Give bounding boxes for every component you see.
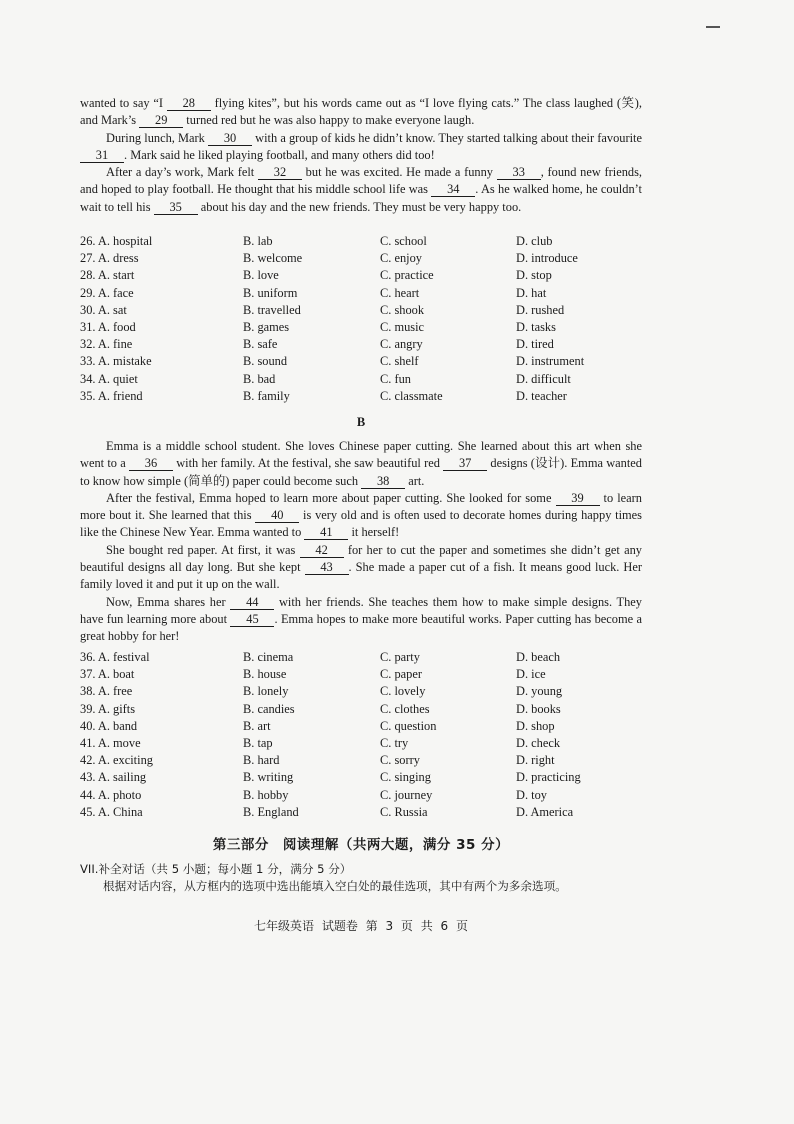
option-b: B. tap bbox=[243, 735, 273, 750]
blank-34: 34 bbox=[431, 183, 475, 197]
option-b: B. travelled bbox=[243, 302, 301, 317]
paragraph-text: but he was excited. He made a funny bbox=[301, 165, 497, 180]
option-c: C. fun bbox=[380, 371, 411, 386]
option-c: C. angry bbox=[380, 337, 423, 352]
corner-mark bbox=[706, 26, 720, 28]
question-row bbox=[80, 735, 680, 752]
paragraph-text: , found new friends, and hoped to play football. He thought that his middle school life was bbox=[80, 165, 642, 197]
question-row bbox=[80, 666, 680, 683]
option-b: B. England bbox=[243, 804, 299, 819]
blank-32: 32 bbox=[258, 166, 302, 180]
blank-39: 39 bbox=[556, 492, 600, 506]
question-row bbox=[80, 319, 680, 336]
blank-37: 37 bbox=[443, 457, 487, 471]
option-b: B. bad bbox=[243, 371, 276, 386]
option-d: D. America bbox=[516, 804, 574, 819]
option-d: D. young bbox=[516, 684, 563, 699]
option-c: C. school bbox=[380, 234, 427, 248]
option-b: B. writing bbox=[243, 770, 294, 785]
question-row bbox=[80, 649, 680, 666]
question-row bbox=[80, 683, 680, 700]
question-row bbox=[80, 371, 680, 388]
option-d: D. ice bbox=[516, 667, 546, 682]
option-a: 34. A. quiet bbox=[80, 371, 138, 386]
option-a: 44. A. photo bbox=[80, 787, 142, 802]
paragraph-text: . She made a paper cut of a fish. It means good luck. Her family loved it and put it up on the wall. bbox=[80, 560, 643, 592]
option-b: B. lab bbox=[243, 234, 273, 248]
option-c: C. try bbox=[380, 735, 409, 750]
question-row bbox=[80, 233, 680, 250]
option-d: D. tired bbox=[516, 337, 554, 352]
question-row bbox=[80, 769, 680, 786]
question-row bbox=[80, 787, 680, 804]
question-row bbox=[80, 353, 680, 370]
section-vii-title: VII.补全对话（共 5 小题；每小题 1 分，满分 5 分） bbox=[80, 862, 352, 876]
option-a: 30. A. sat bbox=[80, 302, 127, 317]
option-b: B. art bbox=[243, 718, 271, 733]
option-c: C. lovely bbox=[380, 684, 426, 699]
paragraph-text: After the festival, Emma hoped to learn more about paper cutting. She looked for some bbox=[106, 490, 556, 505]
paragraph bbox=[80, 594, 642, 646]
paragraph-text: wanted to say “I bbox=[80, 96, 167, 110]
blank-30: 30 bbox=[208, 132, 252, 146]
option-a: 45. A. China bbox=[80, 804, 143, 819]
option-b: B. safe bbox=[243, 337, 278, 352]
paragraph-text: turned red but he was also happy to make everyone laugh. bbox=[183, 113, 475, 128]
blank-28: 28 bbox=[167, 97, 211, 111]
option-a: 38. A. free bbox=[80, 684, 133, 699]
option-a: 28. A. start bbox=[80, 268, 135, 283]
option-a: 43. A. sailing bbox=[80, 770, 147, 785]
paragraph-text: to learn more bout it. She learned that this bbox=[80, 490, 642, 523]
option-b: B. uniform bbox=[243, 285, 298, 300]
option-d: D. beach bbox=[516, 650, 561, 664]
question-row bbox=[80, 388, 680, 405]
paragraph-text: with her friends. She teaches them how to make simple designs. They have fun learning more about bbox=[80, 594, 643, 626]
option-c: C. sorry bbox=[380, 753, 420, 768]
question-row bbox=[80, 718, 680, 735]
paragraph-text: with a group of kids he didn’t know. They started talking about their favourite bbox=[252, 130, 642, 145]
option-b: B. love bbox=[243, 268, 279, 283]
option-c: C. question bbox=[380, 718, 437, 733]
options-b bbox=[80, 649, 680, 821]
paragraph-text: Emma is a middle school student. She loves Chinese paper cutting. She learned about this art when she went to a bbox=[80, 439, 642, 471]
paragraph-text: is very old and is often used to decorate homes during happy times like the Chinese New Year. Emma wanted to bbox=[80, 508, 642, 540]
paragraph-text: Now, Emma shares her bbox=[106, 594, 231, 609]
option-d: D. stop bbox=[516, 268, 552, 283]
blank-36: 36 bbox=[129, 457, 173, 471]
option-b: B. cinema bbox=[243, 650, 294, 664]
page-footer: 七年级英语 试题卷 第 3 页 共 6 页 bbox=[254, 919, 468, 933]
option-d: D. check bbox=[516, 735, 561, 750]
question-row bbox=[80, 752, 680, 769]
question-row bbox=[80, 302, 680, 319]
paragraph-text: designs (设计). Emma wanted to know how simple (简单的) paper could become such bbox=[80, 456, 642, 488]
blank-41: 41 bbox=[304, 526, 348, 540]
paragraph bbox=[80, 438, 642, 490]
option-c: C. classmate bbox=[380, 388, 443, 403]
option-d: D. hat bbox=[516, 285, 547, 300]
passage-a bbox=[80, 95, 642, 216]
blank-35: 35 bbox=[154, 201, 198, 215]
blank-31: 31 bbox=[80, 149, 124, 163]
option-d: D. tasks bbox=[516, 319, 556, 334]
blank-44: 44 bbox=[230, 596, 274, 610]
paragraph-text: flying kites”, but his words came out as “I love flying cats.” The class laughed (笑), and Mark’s bbox=[80, 96, 642, 128]
option-a: 39. A. gifts bbox=[80, 701, 136, 716]
question-row bbox=[80, 285, 680, 302]
option-a: 41. A. move bbox=[80, 735, 141, 750]
option-d: D. club bbox=[516, 234, 553, 248]
paragraph bbox=[80, 490, 642, 542]
option-a: 36. A. festival bbox=[80, 650, 150, 664]
part-three-title: 第三部分 阅读理解（共两大题，满分 35 分） bbox=[212, 837, 510, 853]
option-d: D. practicing bbox=[516, 770, 581, 785]
blank-29: 29 bbox=[139, 114, 183, 128]
option-b: B. games bbox=[243, 319, 290, 334]
paragraph-text: for her to cut the paper and sometimes she didn’t get any beautiful designs all day long. But she kept bbox=[80, 542, 642, 575]
section-b-letter: B bbox=[356, 415, 366, 429]
option-d: D. right bbox=[516, 753, 555, 768]
blank-40: 40 bbox=[255, 509, 299, 523]
option-c: C. enjoy bbox=[380, 251, 422, 266]
option-c: C. music bbox=[380, 319, 425, 334]
option-c: C. shelf bbox=[380, 354, 419, 369]
paragraph-text: with her family. At the festival, she saw beautiful red bbox=[172, 456, 444, 471]
paragraph bbox=[80, 164, 642, 216]
option-a: 40. A. band bbox=[80, 718, 138, 733]
option-a: 29. A. face bbox=[80, 285, 134, 300]
option-b: B. candies bbox=[243, 701, 295, 716]
option-b: B. family bbox=[243, 388, 290, 403]
option-d: D. difficult bbox=[516, 371, 571, 386]
option-d: D. rushed bbox=[516, 302, 565, 317]
option-d: D. instrument bbox=[516, 354, 585, 369]
option-c: C. journey bbox=[380, 787, 433, 802]
option-d: D. toy bbox=[516, 787, 547, 802]
option-c: C. paper bbox=[380, 667, 422, 682]
option-d: D. introduce bbox=[516, 251, 578, 266]
paragraph bbox=[80, 542, 642, 594]
paragraph-text: . Mark said he liked playing football, and many others did too! bbox=[124, 147, 435, 162]
option-a: 32. A. fine bbox=[80, 337, 133, 352]
option-c: C. shook bbox=[380, 302, 425, 317]
paragraph-text: She bought red paper. At first, it was bbox=[106, 542, 300, 557]
paragraph-text: it herself! bbox=[348, 525, 400, 540]
paragraph-text: . As he walked home, he couldn’t wait to tell his bbox=[80, 182, 642, 214]
option-a: 37. A. boat bbox=[80, 667, 135, 682]
option-a: 26. A. hospital bbox=[80, 234, 153, 248]
question-row bbox=[80, 336, 680, 353]
option-c: C. singing bbox=[380, 770, 431, 785]
option-b: B. welcome bbox=[243, 251, 303, 266]
option-b: B. house bbox=[243, 667, 287, 682]
option-a: 33. A. mistake bbox=[80, 354, 152, 369]
option-c: C. clothes bbox=[380, 701, 430, 716]
blank-45: 45 bbox=[230, 613, 274, 627]
paragraph-text: During lunch, Mark bbox=[106, 130, 209, 145]
option-a: 35. A. friend bbox=[80, 388, 143, 403]
option-d: D. teacher bbox=[516, 388, 567, 403]
option-d: D. shop bbox=[516, 718, 555, 733]
paragraph-text: art. bbox=[405, 473, 425, 488]
paragraph-text: . Emma hopes to make more beautiful works. Paper cutting has become a great hobby for her! bbox=[80, 611, 643, 644]
paragraph bbox=[80, 95, 642, 130]
paragraph-text: After a day’s work, Mark felt bbox=[106, 165, 258, 180]
question-row bbox=[80, 250, 680, 267]
option-b: B. hobby bbox=[243, 787, 289, 802]
options-a bbox=[80, 233, 680, 405]
option-d: D. books bbox=[516, 701, 561, 716]
blank-38: 38 bbox=[361, 475, 405, 489]
question-row bbox=[80, 804, 680, 821]
blank-42: 42 bbox=[300, 544, 344, 558]
paragraph-text: about his day and the new friends. They must be very happy too. bbox=[197, 199, 522, 214]
option-a: 31. A. food bbox=[80, 319, 136, 334]
blank-33: 33 bbox=[497, 166, 541, 180]
option-a: 42. A. exciting bbox=[80, 753, 153, 768]
section-vii-instruction: 根据对话内容，从方框内的选项中选出能填入空白处的最佳选项，其中有两个为多余选项。 bbox=[103, 879, 567, 893]
option-a: 27. A. dress bbox=[80, 251, 139, 266]
passage-b bbox=[80, 438, 642, 646]
option-c: C. practice bbox=[380, 268, 434, 283]
question-row bbox=[80, 701, 680, 718]
paragraph bbox=[80, 130, 642, 165]
option-b: B. sound bbox=[243, 354, 288, 369]
question-row bbox=[80, 267, 680, 284]
blank-43: 43 bbox=[305, 561, 349, 575]
option-c: C. party bbox=[380, 650, 420, 664]
option-c: C. Russia bbox=[380, 804, 428, 819]
option-c: C. heart bbox=[380, 285, 420, 300]
option-b: B. hard bbox=[243, 753, 280, 768]
option-b: B. lonely bbox=[243, 684, 289, 699]
